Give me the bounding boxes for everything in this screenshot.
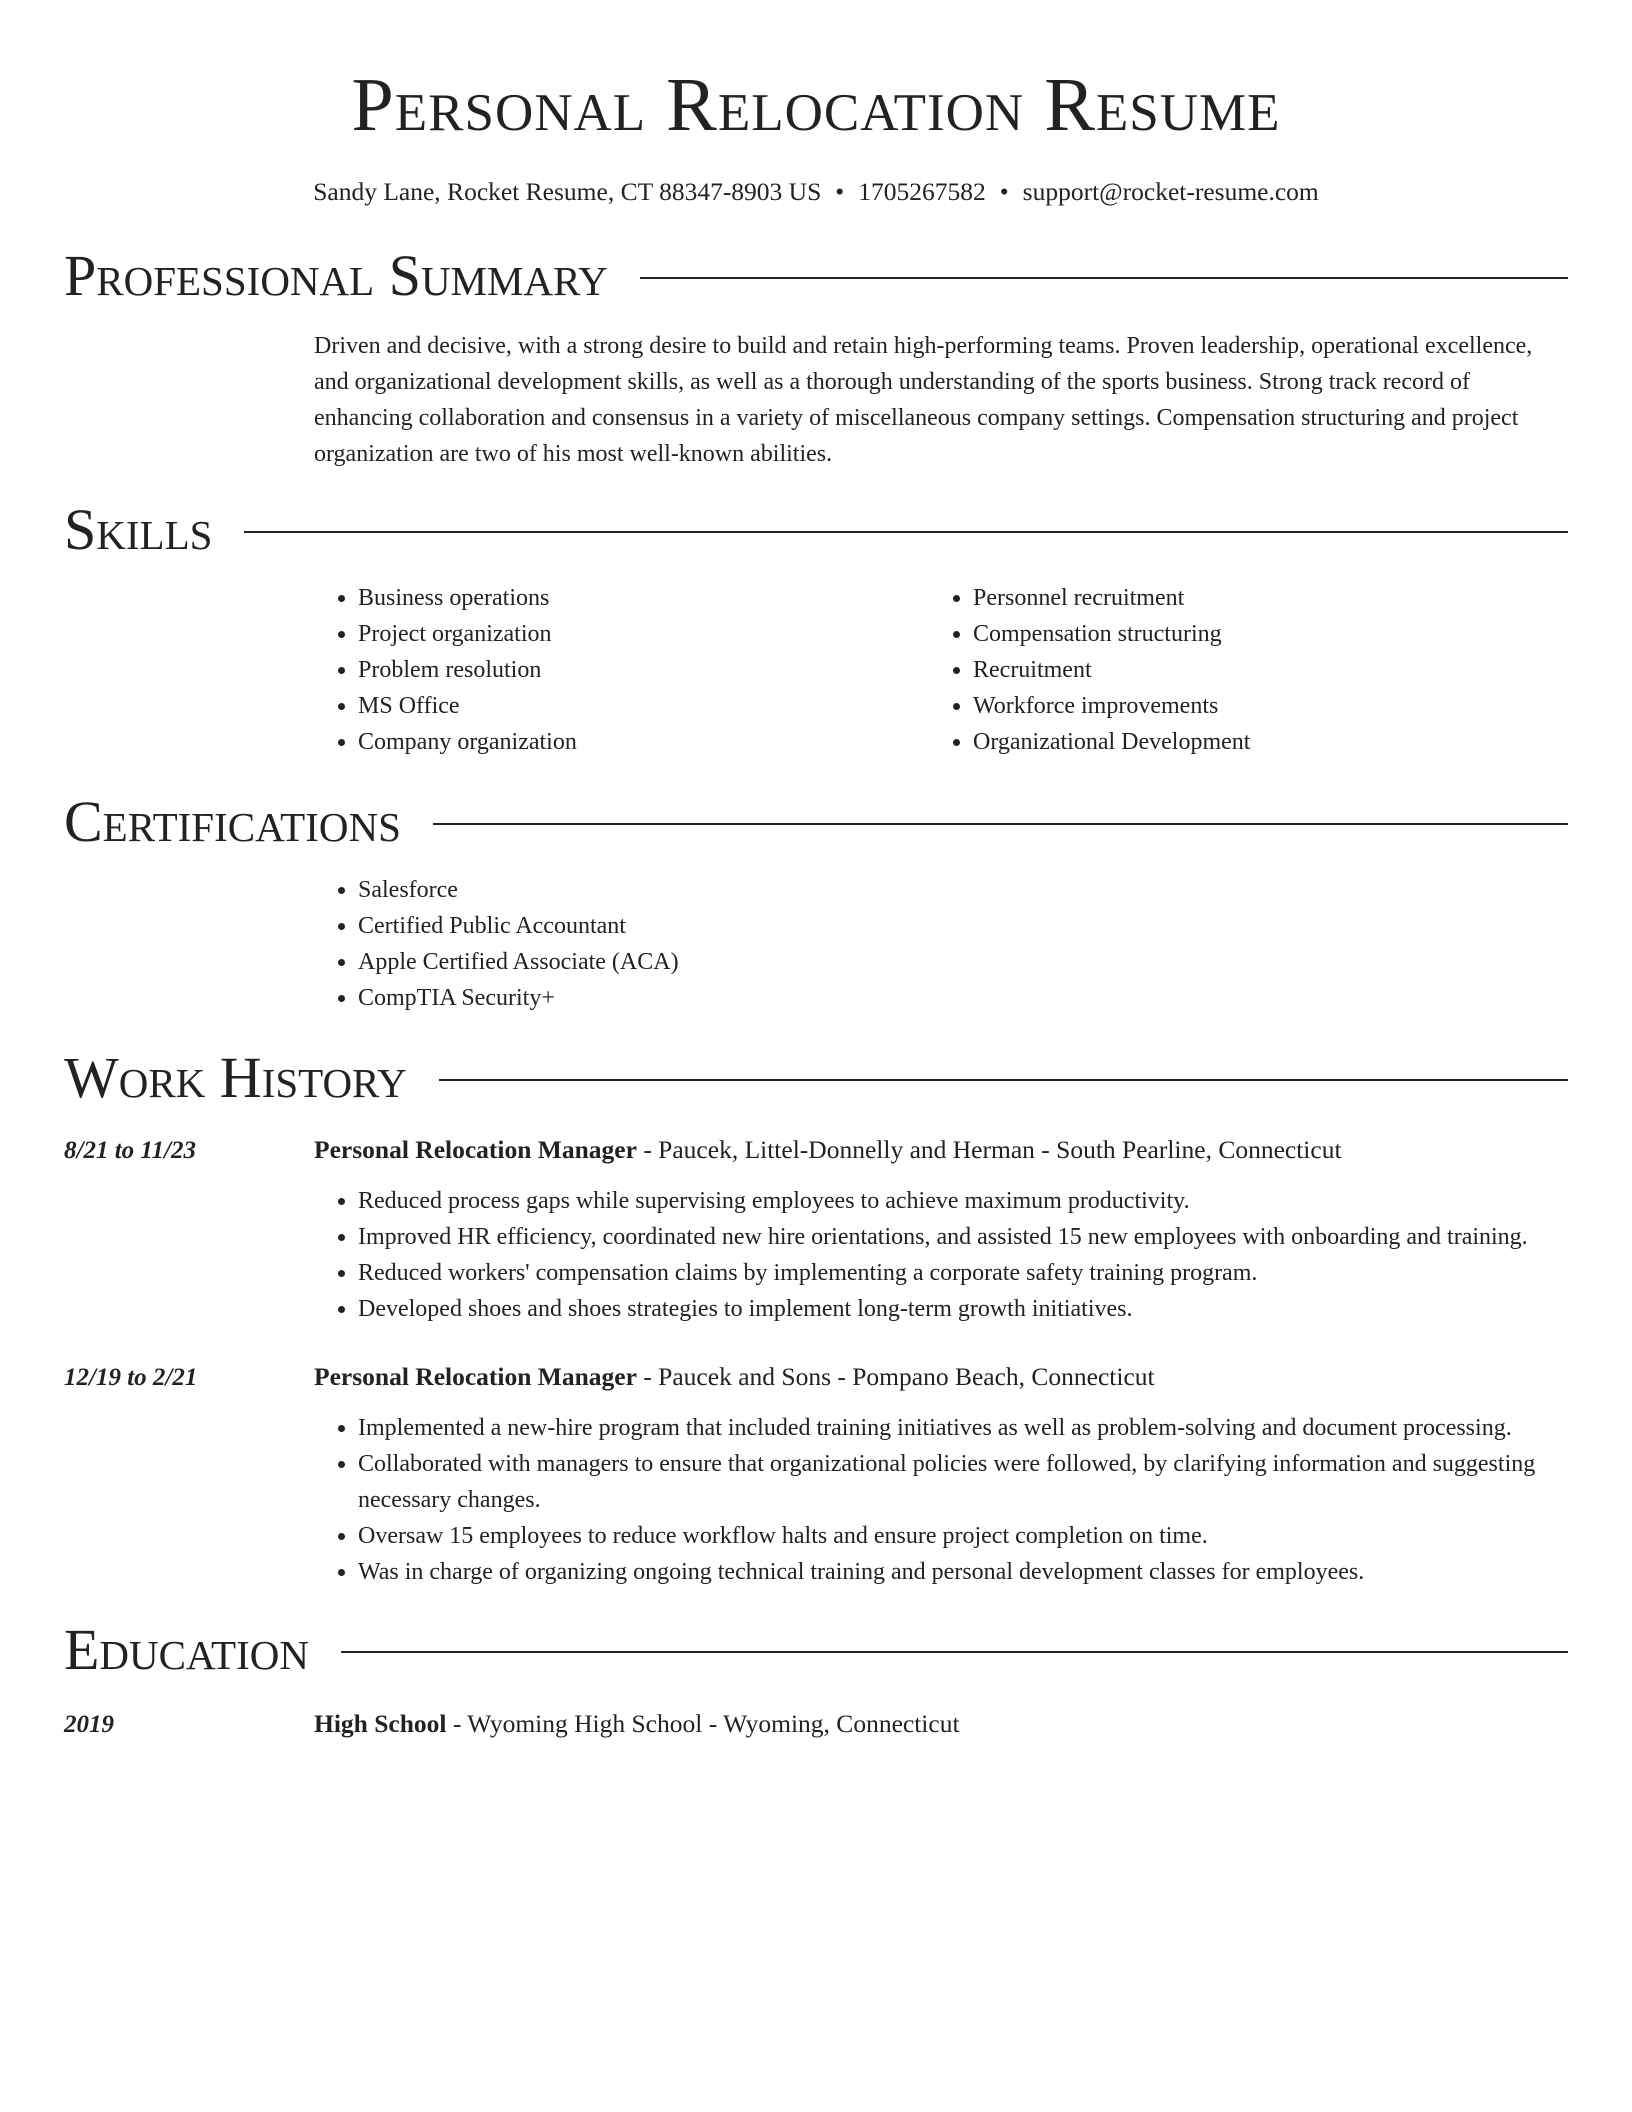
section-divider xyxy=(244,531,1568,533)
section-divider xyxy=(439,1079,1568,1081)
job-dates: 8/21 to 11/23 xyxy=(64,1137,196,1164)
skill-item: • Problem resolution xyxy=(358,652,929,688)
skill-item: • Workforce improvements xyxy=(973,688,1544,724)
job-bullet: • Oversaw 15 employees to reduce workflow halts and ensure project completion on time. xyxy=(358,1518,1568,1554)
work-title: Work History xyxy=(64,1045,407,1110)
skills-list xyxy=(314,580,1568,760)
job-bullet: • Reduced process gaps while supervising employees to achieve maximum productivity. xyxy=(358,1183,1568,1219)
certification-item: • CompTIA Security+ xyxy=(358,980,1568,1016)
work-section-header xyxy=(64,1046,1568,1110)
contact-phone: 1705267582 xyxy=(858,177,986,206)
job-heading xyxy=(314,1132,1342,1168)
contact-separator: • xyxy=(999,177,1009,206)
job-bullet: • Developed shoes and shoes strategies to implement long-term growth initiatives. xyxy=(358,1291,1568,1327)
job-heading xyxy=(314,1359,1155,1395)
job-bullets xyxy=(314,1183,1568,1327)
skill-item: • Compensation structuring xyxy=(973,616,1544,652)
education-degree: High School xyxy=(314,1709,447,1738)
certifications-list xyxy=(314,872,1568,1016)
summary-text: Driven and decisive, with a strong desire to build and retain high-performing teams. Proven leadership, operational excellence, and organizational development skills, as well as a thorough understanding of the sports business. Strong track record of enhancing collaboration and consensus in a variety of miscellaneous company settings. Compensation structuring and project organization are two of his most well-known abilities. xyxy=(314,333,1533,467)
education-heading xyxy=(314,1706,960,1742)
section-divider xyxy=(341,1651,1568,1653)
skill-item: • Personnel recruitment xyxy=(973,580,1544,616)
summary-title: Professional Summary xyxy=(64,243,608,308)
education-school: - Wyoming High School - Wyoming, Connecticut xyxy=(446,1709,960,1738)
certification-item: • Apple Certified Associate (ACA) xyxy=(358,944,1568,980)
skills-section-header xyxy=(64,498,1568,562)
certifications-title: Certifications xyxy=(64,789,401,854)
job-bullet: • Reduced workers' compensation claims by implementing a corporate safety training program. xyxy=(358,1255,1568,1291)
education-title: Education xyxy=(64,1617,309,1682)
skills-column-right xyxy=(929,580,1544,760)
contact-email: support@rocket-resume.com xyxy=(1022,177,1319,206)
section-divider xyxy=(433,823,1568,825)
contact-separator: • xyxy=(835,177,845,206)
education-year: 2019 xyxy=(64,1711,114,1738)
job-bullet: • Improved HR efficiency, coordinated new hire orientations, and assisted 15 new employees with onboarding and training. xyxy=(358,1219,1568,1255)
skill-item: • Company organization xyxy=(358,724,929,760)
resume-name: Personal Relocation Resume xyxy=(351,63,1281,147)
job-role: Personal Relocation Manager xyxy=(314,1362,637,1391)
certification-item: • Salesforce xyxy=(358,872,1568,908)
summary-section-header xyxy=(64,244,1568,308)
education-entry xyxy=(64,1706,1568,1743)
job-bullet: • Collaborated with managers to ensure that organizational policies were followed, by clarifying information and suggesting necessary changes. xyxy=(358,1446,1568,1518)
section-divider xyxy=(640,277,1568,279)
skill-item: • Business operations xyxy=(358,580,929,616)
job-company: - Paucek, Littel-Donnelly and Herman - South Pearline, Connecticut xyxy=(636,1135,1342,1164)
job-dates: 12/19 to 2/21 xyxy=(64,1364,198,1391)
skill-item: • MS Office xyxy=(358,688,929,724)
job-entry xyxy=(64,1359,1568,1590)
contact-line xyxy=(64,176,1568,208)
skills-title: Skills xyxy=(64,497,213,562)
certification-item: • Certified Public Accountant xyxy=(358,908,1568,944)
contact-address: Sandy Lane, Rocket Resume, CT 88347-8903 US xyxy=(313,177,822,206)
job-role: Personal Relocation Manager xyxy=(314,1135,637,1164)
education-section-header xyxy=(64,1618,1568,1682)
skill-item: • Organizational Development xyxy=(973,724,1544,760)
job-bullets xyxy=(314,1410,1568,1590)
job-bullet: • Was in charge of organizing ongoing technical training and personal development classes for employees. xyxy=(358,1554,1568,1590)
job-entry xyxy=(64,1132,1568,1327)
job-company: - Paucek and Sons - Pompano Beach, Connecticut xyxy=(636,1362,1155,1391)
skills-column-left xyxy=(314,580,929,760)
certifications-section-header xyxy=(64,790,1568,854)
skill-item: • Project organization xyxy=(358,616,929,652)
job-bullet: • Implemented a new-hire program that included training initiatives as well as problem-solving and document processing. xyxy=(358,1410,1568,1446)
skill-item: • Recruitment xyxy=(973,652,1544,688)
